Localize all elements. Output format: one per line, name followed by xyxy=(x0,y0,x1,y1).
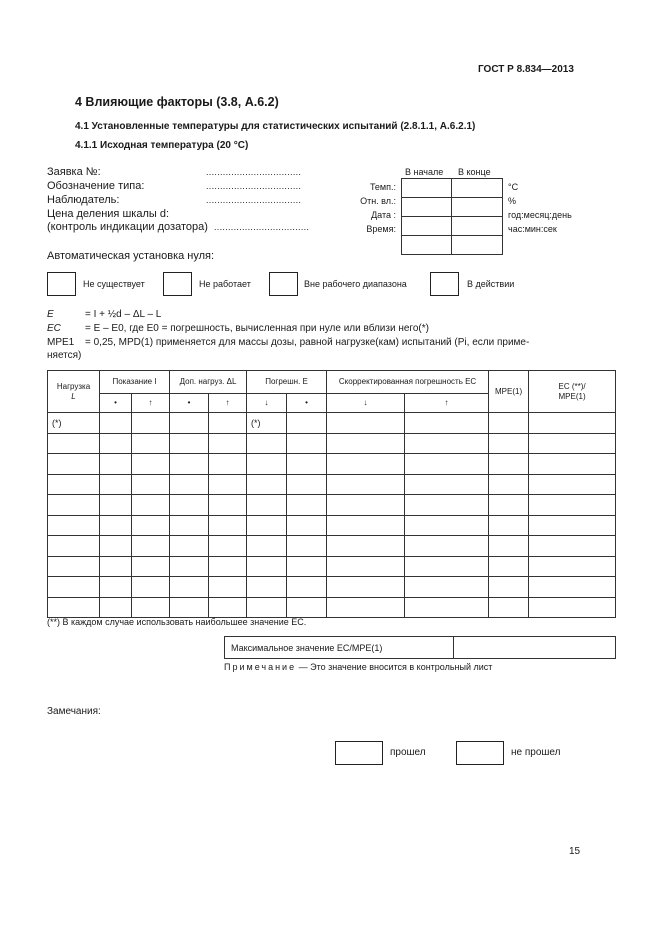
cond-unit-time: час:мин:сек xyxy=(508,224,557,234)
table-cell[interactable]: (*) xyxy=(247,413,287,434)
table-cell[interactable] xyxy=(132,433,170,454)
table-cell[interactable] xyxy=(327,597,405,618)
table-cell[interactable] xyxy=(209,495,247,516)
note-text: — Это значение вносится в контрольный лист xyxy=(298,662,493,672)
th-error-down: ↓ xyxy=(247,394,287,413)
table-cell[interactable] xyxy=(247,556,287,577)
table-cell[interactable] xyxy=(247,577,287,598)
table-cell[interactable] xyxy=(405,454,489,475)
table-row xyxy=(48,515,616,536)
table-cell[interactable] xyxy=(529,433,616,454)
th-load: Нагрузка L xyxy=(48,371,100,413)
table-cell[interactable] xyxy=(529,536,616,557)
table-row xyxy=(48,536,616,557)
table-cell[interactable] xyxy=(209,556,247,577)
th-mpe: MPE(1) xyxy=(489,371,529,413)
table-cell[interactable] xyxy=(327,413,405,434)
formula-mpe-definition: = 0,25, MPD(1) применяется для массы дозы, равной нагрузке(кам) испытаний (Pi, если приме- xyxy=(85,337,530,348)
max-value-cell[interactable] xyxy=(454,637,616,659)
table-row xyxy=(48,597,616,618)
table-cell[interactable] xyxy=(209,536,247,557)
page-number: 15 xyxy=(569,846,581,857)
option-active-label: В действии xyxy=(467,279,515,289)
failed-label: не прошел xyxy=(511,747,561,758)
table-cell[interactable] xyxy=(529,577,616,598)
table-cell[interactable] xyxy=(489,515,529,536)
table-cell[interactable] xyxy=(247,495,287,516)
formula-ec-symbol: EC xyxy=(47,323,61,334)
auto-zero-label: Автоматическая установка нуля: xyxy=(47,250,215,262)
cond-label-time: Время: xyxy=(366,224,396,234)
option-not-working-label: Не работает xyxy=(199,279,251,289)
table-cell[interactable] xyxy=(100,454,132,475)
table-cell[interactable] xyxy=(48,556,100,577)
table-cell[interactable] xyxy=(247,536,287,557)
table-row xyxy=(48,454,616,475)
table-cell[interactable] xyxy=(405,413,489,434)
table-cell[interactable] xyxy=(247,454,287,475)
subsection-title: 4.1 Установленные температуры для статистических испытаний (2.8.1.1, А.6.2.1) xyxy=(75,121,476,132)
th-corrected-up: ↑ xyxy=(405,394,489,413)
table-cell[interactable] xyxy=(170,577,209,598)
table-row xyxy=(48,577,616,598)
table-cell[interactable] xyxy=(209,577,247,598)
table-cell[interactable] xyxy=(489,454,529,475)
field-dispenser-label: (контроль индикации дозатора) xyxy=(47,221,208,233)
table-cell[interactable] xyxy=(48,474,100,495)
table-cell[interactable] xyxy=(405,495,489,516)
table-cell[interactable] xyxy=(170,556,209,577)
table-cell[interactable] xyxy=(132,536,170,557)
table-cell[interactable] xyxy=(170,597,209,618)
table-cell[interactable] xyxy=(287,515,327,536)
cond-header-start: В начале xyxy=(405,167,444,177)
table-cell[interactable] xyxy=(209,474,247,495)
table-cell[interactable] xyxy=(327,433,405,454)
checkbox-out-of-range[interactable] xyxy=(269,272,298,296)
option-not-exists-label: Не существует xyxy=(83,279,145,289)
table-cell[interactable] xyxy=(405,597,489,618)
table-cell[interactable] xyxy=(170,454,209,475)
table-cell[interactable] xyxy=(287,474,327,495)
table-cell[interactable] xyxy=(170,495,209,516)
cond-unit-humidity: % xyxy=(508,196,517,206)
th-indication: Показание I xyxy=(100,371,170,394)
table-cell[interactable] xyxy=(327,474,405,495)
table-cell[interactable] xyxy=(100,474,132,495)
table-cell[interactable] xyxy=(529,474,616,495)
cond-unit-temp: °С xyxy=(508,182,519,192)
table-cell[interactable] xyxy=(489,413,529,434)
table-cell[interactable] xyxy=(132,577,170,598)
time-end-cell[interactable] xyxy=(452,236,503,255)
table-cell[interactable] xyxy=(327,556,405,577)
formula-e-definition: = I + ½d – ΔL – L xyxy=(85,309,162,320)
table-cell[interactable] xyxy=(247,515,287,536)
table-cell[interactable] xyxy=(529,413,616,434)
section-title: 4 Влияющие факторы (3.8, А.6.2) xyxy=(75,95,279,109)
time-start-cell[interactable] xyxy=(402,236,452,255)
table-cell[interactable] xyxy=(48,433,100,454)
table-row xyxy=(48,495,616,516)
th-add-load-up: ↑ xyxy=(209,394,247,413)
table-cell[interactable] xyxy=(287,556,327,577)
table-cell[interactable] xyxy=(287,433,327,454)
table-cell[interactable] xyxy=(100,413,132,434)
conditions-grid xyxy=(401,178,503,255)
table-cell[interactable]: (*) xyxy=(48,413,100,434)
table-cell[interactable] xyxy=(170,536,209,557)
th-corrected-down: ↓ xyxy=(327,394,405,413)
table-cell[interactable] xyxy=(287,454,327,475)
table-cell[interactable] xyxy=(327,577,405,598)
table-cell[interactable] xyxy=(287,597,327,618)
table-cell[interactable] xyxy=(100,495,132,516)
table-cell[interactable] xyxy=(529,495,616,516)
checkbox-not-working[interactable] xyxy=(163,272,192,296)
table-cell[interactable] xyxy=(48,577,100,598)
formula-e-symbol: E xyxy=(47,309,54,320)
th-ratio: EC (**)/ MPE(1) xyxy=(529,371,616,413)
document-standard: ГОСТ Р 8.834—2013 xyxy=(478,64,574,75)
table-cell[interactable] xyxy=(48,495,100,516)
table-cell[interactable] xyxy=(529,454,616,475)
table-cell[interactable] xyxy=(48,536,100,557)
table-cell[interactable] xyxy=(327,536,405,557)
date-start-cell[interactable] xyxy=(402,217,452,236)
cond-header-end: В конце xyxy=(458,167,491,177)
table-cell[interactable] xyxy=(287,536,327,557)
table-cell[interactable] xyxy=(405,474,489,495)
checkbox-failed[interactable] xyxy=(456,741,504,765)
checkbox-passed[interactable] xyxy=(335,741,383,765)
table-cell[interactable] xyxy=(247,474,287,495)
table-cell[interactable] xyxy=(489,474,529,495)
table-cell[interactable] xyxy=(48,515,100,536)
table-cell[interactable] xyxy=(405,577,489,598)
table-cell[interactable] xyxy=(287,577,327,598)
table-cell[interactable] xyxy=(489,556,529,577)
table-cell[interactable] xyxy=(100,577,132,598)
max-value-grid xyxy=(224,636,616,659)
humidity-start-cell[interactable] xyxy=(402,198,452,217)
table-cell[interactable] xyxy=(327,515,405,536)
table-cell[interactable] xyxy=(489,536,529,557)
table-cell[interactable] xyxy=(287,495,327,516)
table-cell[interactable] xyxy=(287,413,327,434)
th-indication-down: • xyxy=(100,394,132,413)
table-cell[interactable] xyxy=(100,536,132,557)
humidity-end-cell[interactable] xyxy=(452,198,503,217)
cond-label-humidity: Отн. вл.: xyxy=(360,196,396,206)
table-cell[interactable] xyxy=(132,413,170,434)
table-cell[interactable] xyxy=(489,433,529,454)
table-cell[interactable] xyxy=(132,454,170,475)
date-end-cell[interactable] xyxy=(452,217,503,236)
note xyxy=(224,662,492,672)
th-corrected-error: Скорректированная погрешность EC xyxy=(327,371,489,394)
checkbox-active[interactable] xyxy=(430,272,459,296)
field-dispenser-dots[interactable]: .................................. xyxy=(214,222,310,232)
field-type-label: Обозначение типа: xyxy=(47,180,145,192)
table-cell[interactable] xyxy=(100,433,132,454)
th-additional-load: Доп. нагруз. ΔL xyxy=(170,371,247,394)
field-scale-label: Цена деления шкалы d: xyxy=(47,208,169,220)
table-cell[interactable] xyxy=(489,495,529,516)
cond-unit-date: год:месяц:день xyxy=(508,210,572,220)
formula-mpe-symbol: МРЕ1 xyxy=(47,337,75,348)
table-cell[interactable] xyxy=(170,474,209,495)
table-cell[interactable] xyxy=(489,597,529,618)
passed-label: прошел xyxy=(390,747,426,758)
table-cell[interactable] xyxy=(247,597,287,618)
table-cell[interactable] xyxy=(405,536,489,557)
temp-end-cell[interactable] xyxy=(452,179,503,198)
temp-start-cell[interactable] xyxy=(402,179,452,198)
table-cell[interactable] xyxy=(529,556,616,577)
cond-label-temp: Темп.: xyxy=(369,182,396,192)
th-error-up: • xyxy=(287,394,327,413)
th-add-load-down: • xyxy=(170,394,209,413)
table-cell[interactable] xyxy=(405,433,489,454)
table-cell[interactable] xyxy=(209,515,247,536)
table-cell[interactable] xyxy=(489,577,529,598)
table-cell[interactable] xyxy=(209,433,247,454)
table-row xyxy=(48,413,616,434)
field-type-dots[interactable]: .................................. xyxy=(206,181,302,191)
table-cell[interactable] xyxy=(132,495,170,516)
table-cell[interactable] xyxy=(132,474,170,495)
table-cell[interactable] xyxy=(405,556,489,577)
table-cell[interactable] xyxy=(209,597,247,618)
note-prefix: Примечание xyxy=(224,662,297,672)
th-indication-up: ↑ xyxy=(132,394,170,413)
table-row xyxy=(48,474,616,495)
table-cell[interactable] xyxy=(48,454,100,475)
table-cell[interactable] xyxy=(327,454,405,475)
table-cell[interactable] xyxy=(209,454,247,475)
table-row xyxy=(48,433,616,454)
subsubsection-title: 4.1.1 Исходная температура (20 °С) xyxy=(75,140,249,151)
table-cell[interactable] xyxy=(247,433,287,454)
table-cell[interactable] xyxy=(529,597,616,618)
table-cell[interactable] xyxy=(132,597,170,618)
remarks-label: Замечания: xyxy=(47,706,101,717)
table-cell[interactable] xyxy=(100,515,132,536)
field-application-label: Заявка №: xyxy=(47,166,101,178)
table-cell[interactable] xyxy=(48,597,100,618)
table-footnote: (**) В каждом случае использовать наибольшее значение EC. xyxy=(47,617,307,627)
formula-ec-definition: = E – E0, где E0 = погрешность, вычисленная при нуле или вблизи него(*) xyxy=(85,323,429,334)
field-observer-label: Наблюдатель: xyxy=(47,194,120,206)
option-out-of-range-label: Вне рабочего диапазона xyxy=(304,279,407,289)
table-cell[interactable] xyxy=(170,413,209,434)
field-observer-dots[interactable]: .................................. xyxy=(206,195,302,205)
max-value-label: Максимальное значение EC/MPE(1) xyxy=(225,637,454,659)
table-cell[interactable] xyxy=(209,413,247,434)
table-cell[interactable] xyxy=(132,556,170,577)
table-cell[interactable] xyxy=(100,556,132,577)
table-cell[interactable] xyxy=(327,495,405,516)
field-application-dots[interactable]: .................................. xyxy=(206,167,302,177)
table-row xyxy=(48,556,616,577)
table-cell[interactable] xyxy=(170,433,209,454)
table-cell[interactable] xyxy=(405,515,489,536)
th-error: Погрешн. E xyxy=(247,371,327,394)
table-cell[interactable] xyxy=(170,515,209,536)
cond-label-date: Дата : xyxy=(371,210,396,220)
formula-mpe-definition-cont: няется) xyxy=(47,350,82,361)
measurement-table xyxy=(47,370,616,618)
table-cell[interactable] xyxy=(100,597,132,618)
checkbox-not-exists[interactable] xyxy=(47,272,76,296)
table-cell[interactable] xyxy=(529,515,616,536)
table-cell[interactable] xyxy=(132,515,170,536)
